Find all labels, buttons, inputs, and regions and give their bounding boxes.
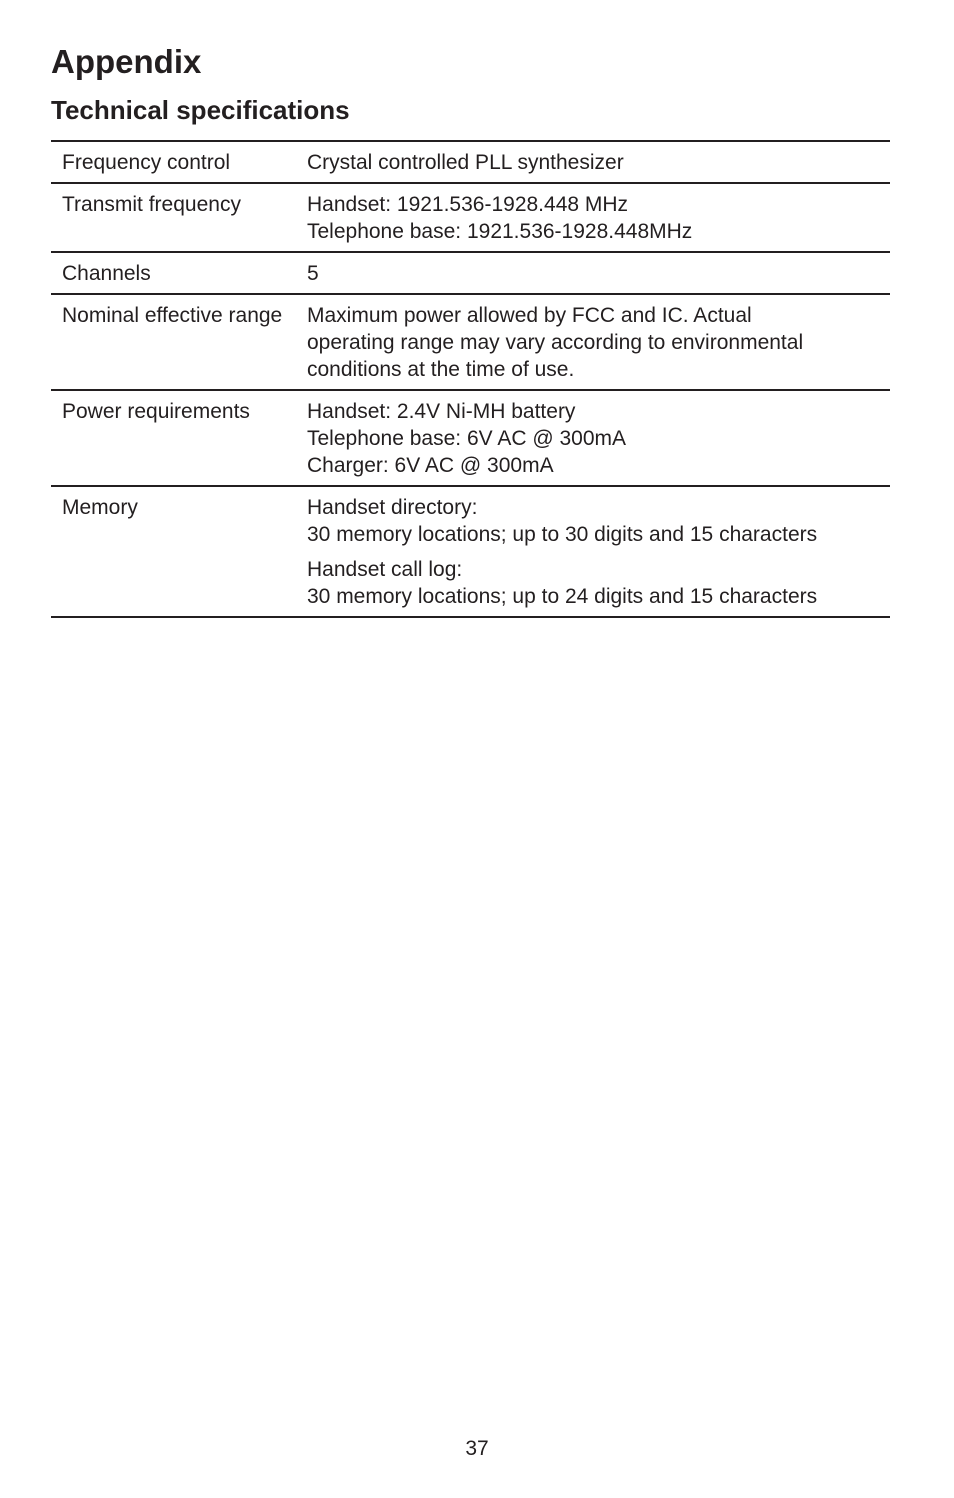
spec-value-line: Crystal controlled PLL synthesizer xyxy=(307,151,624,174)
section-title: Technical specifications xyxy=(51,95,350,125)
spec-value-line: Handset directory: xyxy=(307,496,478,519)
spec-value-line: Telephone base: 1921.536-1928.448MHz xyxy=(307,220,693,243)
spec-label: Nominal effective range xyxy=(62,304,283,327)
spec-value-line: Handset: 1921.536-1928.448 MHz xyxy=(307,193,629,216)
spec-value-line: Telephone base: 6V AC @ 300mA xyxy=(307,427,627,450)
spec-value-block xyxy=(307,398,886,479)
spec-value-line: Handset: 2.4V Ni-MH battery xyxy=(307,400,576,423)
spec-value xyxy=(307,252,890,294)
spec-row xyxy=(51,141,890,183)
spec-value-block xyxy=(307,302,886,383)
spec-row xyxy=(51,183,890,252)
spec-value-line: operating range may vary according to environmental xyxy=(307,331,804,354)
spec-row xyxy=(51,294,890,390)
page-title: Appendix xyxy=(51,43,202,80)
spec-value xyxy=(307,141,890,183)
spec-value xyxy=(307,390,890,486)
spec-value xyxy=(307,183,890,252)
spec-table xyxy=(51,140,890,618)
spec-row xyxy=(51,252,890,294)
spec-value-block xyxy=(307,260,886,287)
spec-value-line: conditions at the time of use. xyxy=(307,358,575,381)
spec-value-line: Maximum power allowed by FCC and IC. Actual xyxy=(307,304,752,327)
spec-value xyxy=(307,294,890,390)
spec-value-line: 30 memory locations; up to 30 digits and 15 characters xyxy=(307,523,818,546)
spec-label: Memory xyxy=(62,496,138,519)
spec-label: Channels xyxy=(62,262,151,285)
spec-label: Transmit frequency xyxy=(62,193,241,216)
spec-value-line: Handset call log: xyxy=(307,558,463,581)
spec-value-block xyxy=(307,191,886,245)
spec-value-block xyxy=(307,149,886,176)
spec-value-line: 5 xyxy=(307,262,319,285)
spec-label: Frequency control xyxy=(62,151,231,174)
spec-value-line: Charger: 6V AC @ 300mA xyxy=(307,454,554,477)
spec-row xyxy=(51,486,890,617)
page-number: 37 xyxy=(465,1437,489,1460)
spec-value xyxy=(307,486,890,617)
spec-label: Power requirements xyxy=(62,400,250,423)
spec-value-block xyxy=(307,556,886,610)
spec-row xyxy=(51,390,890,486)
spec-value-line: 30 memory locations; up to 24 digits and 15 characters xyxy=(307,585,818,608)
spec-value-block xyxy=(307,494,886,548)
